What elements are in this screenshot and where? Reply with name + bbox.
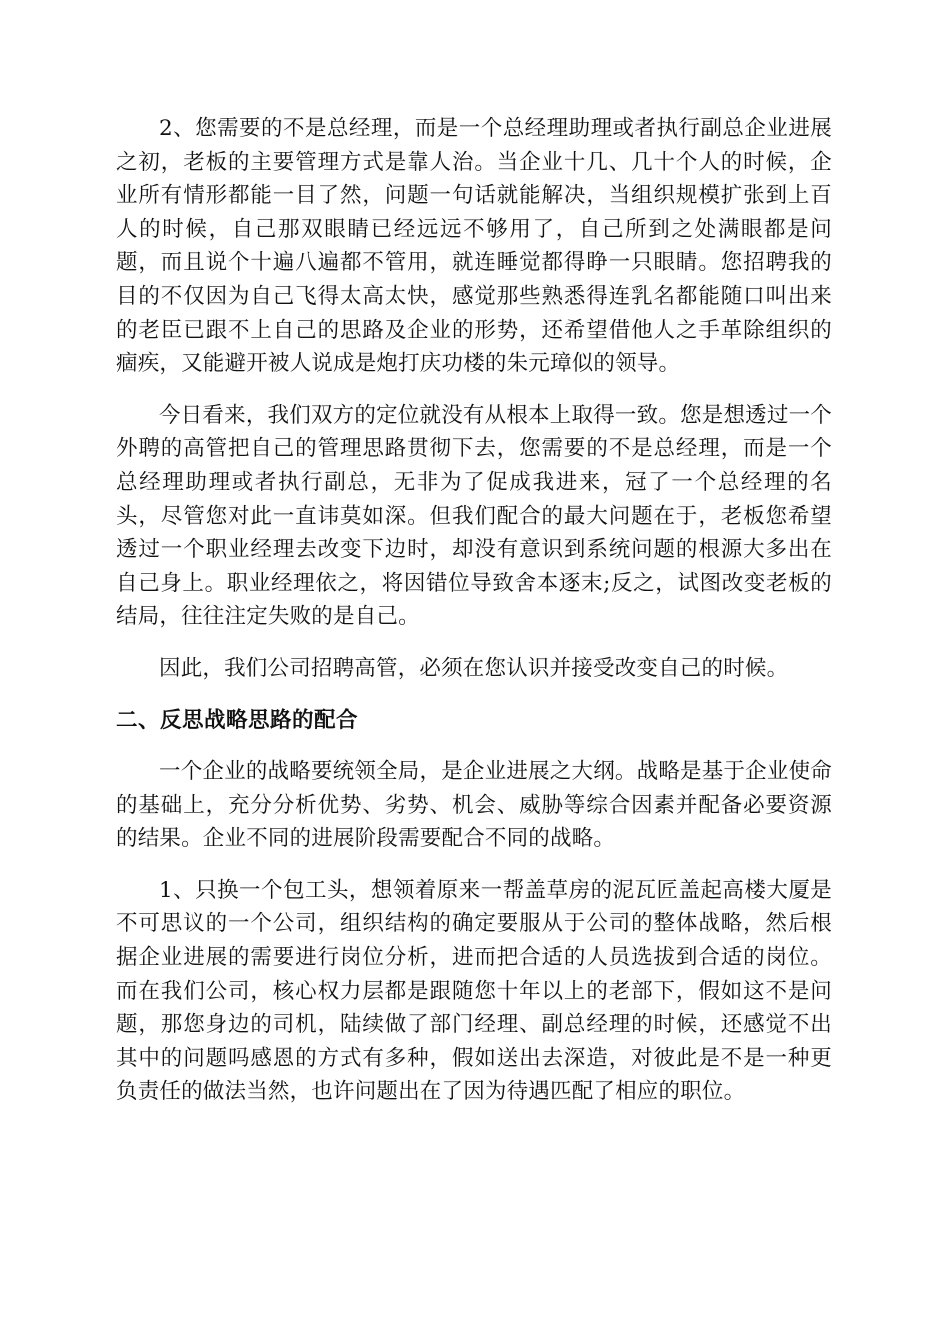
document-page	[116, 112, 832, 1109]
section-heading: 二、反思战略思路的配合	[116, 707, 359, 733]
paragraph-3: 因此，我们公司招聘高管，必须在您认识并接受改变自己的时候。	[159, 655, 789, 681]
paragraph-gap	[116, 686, 832, 704]
paragraph-4: 一个企业的战略要统领全局，是企业进展之大纲。战略是基于企业使命的基础上，充分分析优势、劣势、机会、威胁等综合因素并配备必要资源的结果。企业不同的进展阶段需要配合不同的战略。	[116, 759, 832, 852]
paragraph-gap	[116, 856, 832, 874]
paragraph-5: 1、只换一个包工头，想领着原来一帮盖草房的泥瓦匠盖起高楼大厦是不可思议的一个公司，组织结构的确定要服从于公司的整体战略，然后根据企业进展的需要进行岗位分析，进而把合适的人员选拔到合适的岗位。而在我们公司，核心权力层都是跟随您十年以上的老部下，假如这不是问题，那您身边的司机，陆续做了部门经理、副总经理的时候，还感觉不出其中的问题吗感恩的方式有多种，假如送出去深造，对彼此是不是一种更负责任的做法当然，也许问题出在了因为待遇匹配了相应的职位。	[116, 877, 832, 1105]
paragraph-2: 今日看来，我们双方的定位就没有从根本上取得一致。您是想透过一个外聘的高管把自己的管理思路贯彻下去，您需要的不是总经理，而是一个总经理助理或者执行副总，无非为了促成我进来，冠了一个总经理的名头，尽管您对此一直讳莫如深。但我们配合的最大问题在于，老板您希望透过一个职业经理去改变下边时，却没有意识到系统问题的根源大多出在自己身上。职业经理依之，将因错位导致舍本逐末;反之，试图改变老板的结局，往往注定失败的是自己。	[116, 402, 832, 630]
paragraph-1: 2、您需要的不是总经理，而是一个总经理助理或者执行副总企业进展之初，老板的主要管理方式是靠人治。当企业十几、几十个人的时候，企业所有情形都能一目了然，问题一句话就能解决，当组织规模扩张到上百人的时候，自己那双眼睛已经远远不够用了，自己所到之处满眼都是问题，而且说个十遍八遍都不管用，就连睡觉都得睁一只眼睛。您招聘我的目的不仅因为自己飞得太高太快，感觉那些熟悉得连乳名都能随口叫出来的老臣已跟不上自己的思路及企业的形势，还希望借他人之手革除组织的痼疾，又能避开被人说成是炮打庆功楼的朱元璋似的领导。	[116, 116, 832, 377]
paragraph-gap	[116, 381, 832, 399]
paragraph-gap	[116, 737, 832, 755]
paragraph-gap	[116, 634, 832, 652]
